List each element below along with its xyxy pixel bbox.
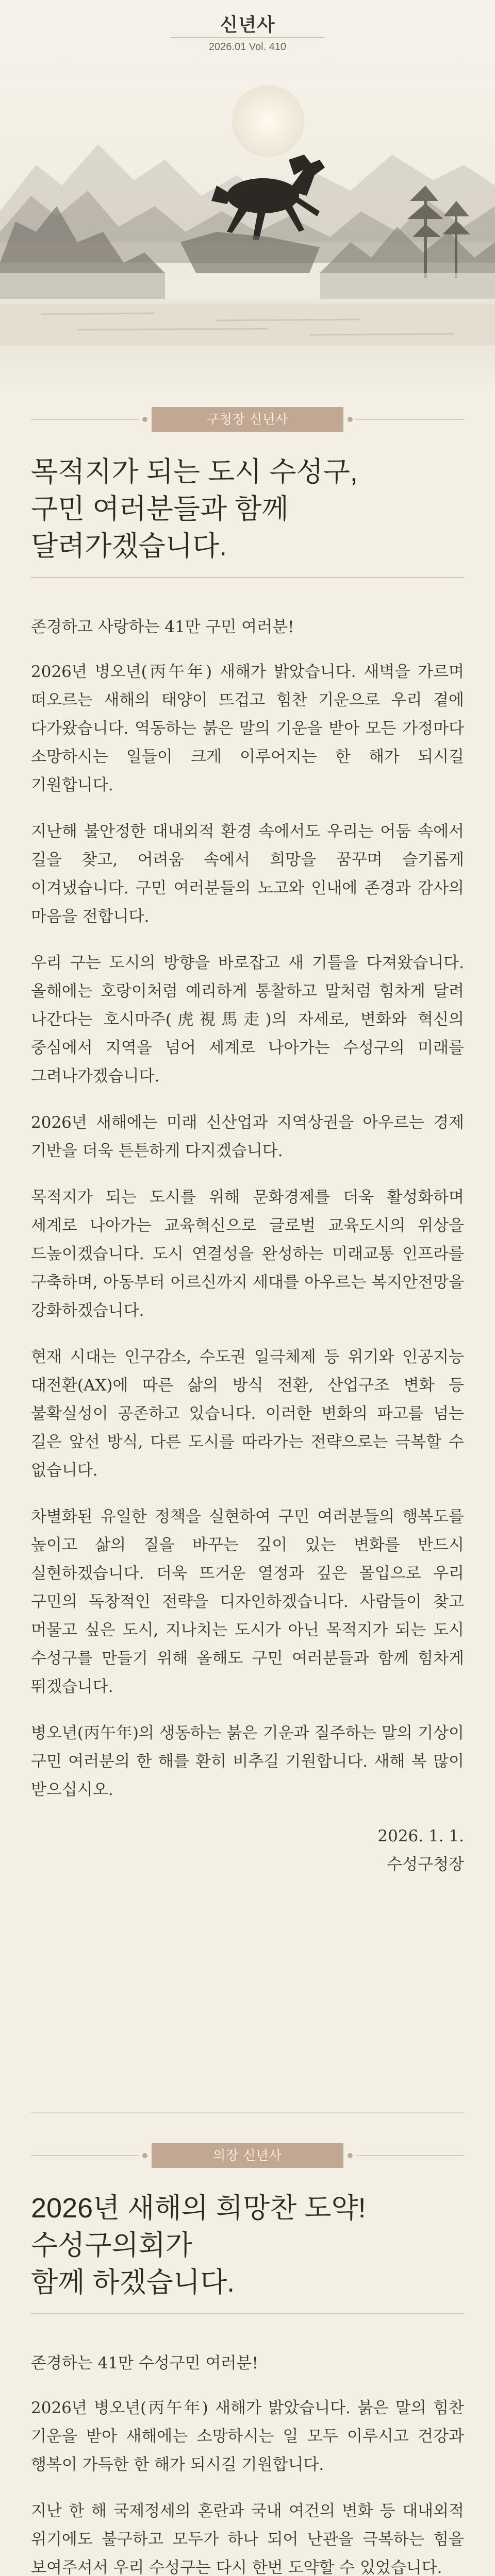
paragraph: 우리 구는 도시의 방향을 바로잡고 새 기틀을 다져왔습니다. 올해에는 호랑이처럼 예리하게 통찰하고 말처럼 힘차게 달려 나간다는 호시마주(虎視馬走)의 자세로, 변화와 혁신의 중심에서 지역을 넘어 세계로 나아가는 수성구의 미래를 그려나가겠습니다. (31, 954, 464, 1086)
section-badge-row (0, 2143, 495, 2168)
badge-dot-right (348, 2153, 353, 2158)
article-body (31, 613, 464, 1879)
headline-line: 2026년 새해의 희망찬 도약! (31, 2193, 366, 2224)
signoff (31, 1822, 464, 1879)
signoff-name: 수성구청장 (387, 1855, 464, 1874)
badge-divider-left (31, 2155, 139, 2156)
paragraph: 2026년 병오년(丙午年) 새해가 밝았습니다. 새벽을 가르며 떠오르는 새해의 태양이 뜨겁고 힘찬 기운으로 우리 곁에 다가왔습니다. 역동하는 붉은 말의 기운을 받아 모든 가정마다 소망하시는 일들이 크게 이루어지는 한 해가 되시길 기원합니다. (31, 663, 464, 794)
title-divider (170, 37, 325, 38)
paragraph: 목적지가 되는 도시를 위해 문화경제를 더욱 활성화하며 세계로 나아가는 교육혁신으로 글로벌 교육도시의 위상을 드높이겠습니다. 도시 연결성을 완성하는 미래교통 인프라를 구축하며, 아동부터 어르신까지 세대를 아우르는 복지안전망을 강화하겠습니다. (31, 1188, 464, 1320)
article-body (31, 2349, 464, 2576)
headline-line: 수성구의회가 (31, 2230, 192, 2261)
section-badge: 구청장 신년사 (152, 407, 343, 432)
section-divider (31, 2112, 464, 2113)
headline-line: 목적지가 되는 도시 수성구, (31, 456, 358, 487)
badge-divider-left (31, 419, 139, 420)
masthead (0, 0, 495, 392)
greeting: 존경하는 41만 수성구민 여러분! (31, 2354, 258, 2372)
badge-divider-right (356, 419, 464, 420)
greeting: 존경하고 사랑하는 41만 구민 여러분! (31, 618, 294, 636)
headline-line: 구민 여러분들과 함께 (31, 494, 289, 524)
paragraph: 지난 한 해 국제정세의 혼란과 국내 여건의 변화 등 대내외적 위기에도 불구하고 모두가 하나 되어 난관을 극복하는 힘을 보여주셔서 우리 수성구는 다시 한번 도약할 수 있었습니다. (31, 2502, 464, 2576)
headline-line: 함께 하겠습니다. (31, 2267, 235, 2298)
signoff-date: 2026. 1. 1. (377, 1827, 464, 1845)
section-badge-row (0, 407, 495, 432)
badge-dot-left (142, 2153, 147, 2158)
paragraph: 지난해 불안정한 대내외적 환경 속에서도 우리는 어둠 속에서 길을 찾고, 어려움 속에서 희망을 꿈꾸며 슬기롭게 이겨냈습니다. 구민 여러분들의 노고와 인내에 존경과 감사의 마음을 전합니다. (31, 822, 464, 926)
section-badge: 의장 신년사 (152, 2143, 343, 2168)
section-headline (31, 453, 464, 565)
badge-dot-right (348, 417, 353, 422)
paragraph: 병오년(丙午年)의 생동하는 붉은 기운과 질주하는 말의 기상이 구민 여러분의 한 해를 환히 비추길 기원합니다. 새해 복 많이 받으십시오. (31, 1724, 464, 1799)
badge-dot-left (142, 417, 147, 422)
headline-divider (31, 577, 464, 578)
page-title: 신년사 (220, 14, 275, 35)
headline-divider (31, 2313, 464, 2314)
paragraph: 2026년 병오년(丙午年) 새해가 밝았습니다. 붉은 말의 힘찬 기운을 받아 새해에는 소망하시는 일 모두 이루시고 건강과 행복이 가득한 한 해가 되시길 기원합니다. (31, 2399, 464, 2474)
ink-landscape-horse-illustration (0, 77, 495, 392)
paragraph: 차별화된 유일한 정책을 실현하여 구민 여러분들의 행복도를 높이고 삶의 질을 바꾸는 깊이 있는 변화를 반드시 실현하겠습니다. 더욱 뜨거운 열정과 깊은 몰입으로 우리 구민의 독창적인 전략을 디자인하겠습니다. 사람들이 찾고 머물고 싶은 도시, 지나치는 도시가 아닌 목적지가 되는 도시 수성구를 만들기 위해 올해도 구민 여러분들과 함께 힘차게 뛰겠습니다. (31, 1507, 464, 1696)
headline-line: 달려가겠습니다. (31, 531, 227, 562)
badge-divider-right (356, 2155, 464, 2156)
moon-shape (232, 85, 304, 157)
paragraph: 현재 시대는 인구감소, 수도권 일극체제 등 위기와 인공지능 대전환(AX)에 따른 삶의 방식 전환, 산업구조 변화 등 불확실성이 공존하고 있습니다. 이러한 변화의 파고를 넘는 길은 앞선 방식, 다른 도시를 따라가는 전략으로는 극복할 수 없습니다. (31, 1348, 464, 1480)
issue-label: 2026.01 Vol. 410 (208, 41, 287, 53)
paragraph: 2026년 새해에는 미래 신산업과 지역상권을 아우르는 경제 기반을 더욱 튼튼하게 다지겠습니다. (31, 1113, 464, 1160)
section-headline (31, 2190, 464, 2301)
